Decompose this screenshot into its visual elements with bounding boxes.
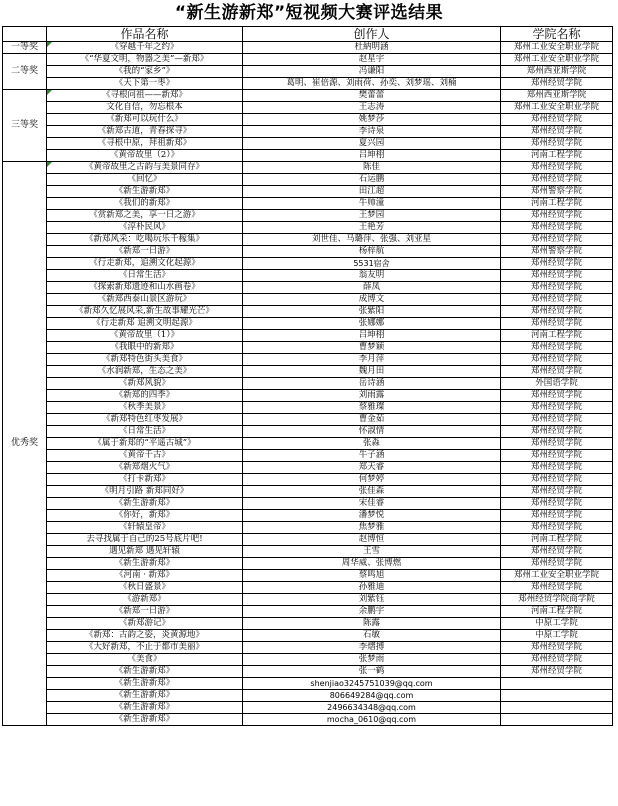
work-title-cell: 《水润新郑，生态之美》 (47, 366, 243, 378)
table-row (3, 558, 613, 570)
work-title-cell: 遇见新郑 遇见轩辕 (47, 546, 243, 558)
work-title-cell: 《河南 · 新郑》 (47, 570, 243, 582)
table-row (3, 534, 613, 546)
work-title-cell: 《新郑烟火气》 (47, 462, 243, 474)
work-title-cell: 《游新郑》 (47, 594, 243, 606)
creator-cell: 岳诗涵 (243, 378, 501, 390)
college-cell: 郑州经贸学院 (501, 450, 613, 462)
college-cell: 郑州经贸学院 (501, 522, 613, 534)
table-row (3, 246, 613, 258)
college-cell: 河南工程学院 (501, 150, 613, 162)
creator-cell: 翁友明 (243, 270, 501, 282)
creator-cell: 赵星宇 (243, 54, 501, 66)
college-cell: 郑州经贸学院 (501, 270, 613, 282)
table-row (3, 306, 613, 318)
college-cell (501, 702, 613, 714)
work-title-cell: 《新郑可以玩什么》 (47, 114, 243, 126)
creator-cell: 冯谦阳 (243, 66, 501, 78)
table-row (3, 198, 613, 210)
work-title-cell: 《属于新郑的“平遥古城”》 (47, 438, 243, 450)
table-row (3, 342, 613, 354)
header-work: 作品名称 (47, 27, 243, 42)
table-row (3, 102, 613, 114)
work-title-cell: 《新郑特色街头美食》 (47, 354, 243, 366)
table-row (3, 294, 613, 306)
college-cell: 郑州经贸学院 (501, 402, 613, 414)
work-title-cell: 《新生游新郑》 (47, 690, 243, 702)
creator-cell: 孙雅迪 (243, 582, 501, 594)
table-row (3, 222, 613, 234)
table-row (3, 414, 613, 426)
work-title-cell: 《明月引路 新郑同好》 (47, 486, 243, 498)
table-row (3, 258, 613, 270)
table-row (3, 690, 613, 702)
creator-cell: 刘紫钰 (243, 594, 501, 606)
work-title-cell: 《寻根中原，拜祖新郑》 (47, 138, 243, 150)
table-row (3, 714, 613, 726)
creator-cell: 蔡鸣旭 (243, 570, 501, 582)
table-row (3, 546, 613, 558)
work-title-cell: 《日常生活》 (47, 270, 243, 282)
college-cell: 郑州西亚斯学院 (501, 66, 613, 78)
work-title-cell: 《黄帝千古》 (47, 450, 243, 462)
work-title-cell: 《新郑一日游》 (47, 246, 243, 258)
table-row (3, 162, 613, 174)
work-title-cell: 《新生游新郑》 (47, 702, 243, 714)
creator-cell: 刘雨露 (243, 390, 501, 402)
creator-cell: 周华威、张博燃 (243, 558, 501, 570)
college-cell: 郑州经贸学院 (501, 474, 613, 486)
work-title-cell: 《秋日盛景》 (47, 582, 243, 594)
table-row (3, 42, 613, 54)
college-cell: 郑州经贸学院 (501, 282, 613, 294)
college-cell: 外国语学院 (501, 378, 613, 390)
college-cell: 郑州经贸学院 (501, 414, 613, 426)
creator-cell: shenjiao3245751039@qq.com (243, 678, 501, 690)
work-title-cell: 《行走新郑 追溯文明起源》 (47, 318, 243, 330)
college-cell: 郑州经贸学院 (501, 138, 613, 150)
creator-cell: 2496634348@qq.com (243, 702, 501, 714)
table-row (3, 354, 613, 366)
table-row (3, 138, 613, 150)
table-row (3, 510, 613, 522)
work-title-cell: 《我眼中的新郑》 (47, 342, 243, 354)
award-level-cell: 三等奖 (3, 90, 47, 162)
work-title-cell: 《寻根问祖——新郑》 (47, 90, 243, 102)
table-row (3, 186, 613, 198)
creator-cell: 余鹏宇 (243, 606, 501, 618)
college-cell: 郑州警察学院 (501, 186, 613, 198)
work-title-cell: 《新生游新郑》 (47, 558, 243, 570)
creator-cell: 牛子涵 (243, 450, 501, 462)
work-title-cell: 《黄帝故里（1）》 (47, 330, 243, 342)
creator-cell: 张梦雨 (243, 654, 501, 666)
table-row (3, 114, 613, 126)
college-cell: 郑州经贸学院 (501, 306, 613, 318)
creator-cell: 张娜娜 (243, 318, 501, 330)
header-award (3, 27, 47, 42)
college-cell (501, 690, 613, 702)
creator-cell: 石运鹏 (243, 174, 501, 186)
table-row (3, 318, 613, 330)
work-title-cell: 《新郑游记》 (47, 618, 243, 630)
creator-cell: mocha_0610@qq.com (243, 714, 501, 726)
college-cell: 郑州经贸学院 (501, 162, 613, 174)
college-cell: 河南工程学院 (501, 198, 613, 210)
creator-cell: 杨梓航 (243, 246, 501, 258)
work-title-cell: 《美食》 (47, 654, 243, 666)
work-title-cell: 《黄帝故里之古韵与美景同存》 (47, 162, 243, 174)
sheet-title: “新生游新郑”短视频大赛评选结果 (174, 3, 444, 23)
college-cell: 郑州工业安全职业学院 (501, 54, 613, 66)
table-row (3, 606, 613, 618)
creator-cell: 5531宿舍 (243, 258, 501, 270)
creator-cell: 吕坤栩 (243, 150, 501, 162)
college-cell: 郑州经贸学院 (501, 546, 613, 558)
college-cell: 郑州工业安全职业学院 (501, 570, 613, 582)
college-cell: 郑州经贸学院 (501, 666, 613, 678)
creator-cell: 张紫阳 (243, 306, 501, 318)
work-title-cell: 《“华夏文明，物器之美”—新郑》 (47, 54, 243, 66)
table-body (3, 42, 613, 726)
work-title-cell: 《日常生活》 (47, 426, 243, 438)
table-row (3, 462, 613, 474)
college-cell: 郑州经贸学院 (501, 294, 613, 306)
college-cell: 河南工程学院 (501, 330, 613, 342)
creator-cell: 蔡雅璨 (243, 402, 501, 414)
creator-cell: 焦梦雅 (243, 522, 501, 534)
college-cell: 郑州经贸学院 (501, 558, 613, 570)
creator-cell: 潘梦悦 (243, 510, 501, 522)
creator-cell: 王艳芳 (243, 222, 501, 234)
work-title-cell: 《天下第一枣》 (47, 78, 243, 90)
creator-cell: 田江超 (243, 186, 501, 198)
college-cell: 中原工学院 (501, 618, 613, 630)
table-row (3, 654, 613, 666)
college-cell: 郑州西亚斯学院 (501, 90, 613, 102)
work-title-cell: 《新郑的四季》 (47, 390, 243, 402)
college-cell: 郑州经贸学院 (501, 462, 613, 474)
creator-cell: 石敏 (243, 630, 501, 642)
table-row (3, 90, 613, 102)
work-title-cell: 《新郑风貌》 (47, 378, 243, 390)
college-cell: 郑州经贸学院 (501, 342, 613, 354)
table-row (3, 150, 613, 162)
creator-cell: 宋佳睿 (243, 498, 501, 510)
creator-cell: 郑天睿 (243, 462, 501, 474)
college-cell: 郑州经贸学院 (501, 582, 613, 594)
work-title-cell: 《秋季美景》 (47, 402, 243, 414)
table-row (3, 126, 613, 138)
header-row (3, 27, 613, 42)
work-title-cell: 《黄帝故里（2）》 (47, 150, 243, 162)
creator-cell: 魏月田 (243, 366, 501, 378)
work-title-cell: 《行走新郑，追溯文化起源》 (47, 258, 243, 270)
college-cell: 郑州经贸学院 (501, 654, 613, 666)
college-cell: 郑州经贸学院 (501, 114, 613, 126)
table-row (3, 618, 613, 630)
creator-cell: 王雪 (243, 546, 501, 558)
work-title-cell: 《新生游新郑》 (47, 666, 243, 678)
creator-cell: 樊蕾蕾 (243, 90, 501, 102)
college-cell: 河南工程学院 (501, 534, 613, 546)
work-title-cell: 《新郑特色红枣发展》 (47, 414, 243, 426)
creator-cell: 怀淑情 (243, 426, 501, 438)
award-level-cell: 二等奖 (3, 54, 47, 90)
work-title-cell: 《新郑古道，青春探寻》 (47, 126, 243, 138)
creator-cell: 张一鹤 (243, 666, 501, 678)
college-cell: 郑州经贸学院 (501, 510, 613, 522)
table-row (3, 570, 613, 582)
work-title-cell: 《新郑久忆展风采,新生故事耀光芒》 (47, 306, 243, 318)
creator-cell: 杜納明涵 (243, 42, 501, 54)
table-row (3, 174, 613, 186)
creator-cell: 张佳森 (243, 486, 501, 498)
work-title-cell: 《穿越千年之约》 (47, 42, 243, 54)
table-row (3, 330, 613, 342)
table-row (3, 486, 613, 498)
creator-cell: 薛凤 (243, 282, 501, 294)
creator-cell: 李诗泉 (243, 126, 501, 138)
college-cell: 郑州警察学院 (501, 246, 613, 258)
table-row (3, 270, 613, 282)
college-cell: 中原工学院 (501, 630, 613, 642)
table-row (3, 450, 613, 462)
work-title-cell: 《我的“家乡”》 (47, 66, 243, 78)
creator-cell: 葛明、崔倍源、刘雨荷、孙奕、刘梦瑶、刘楠 (243, 78, 501, 90)
college-cell: 郑州经贸学院 (501, 78, 613, 90)
table-row (3, 282, 613, 294)
college-cell: 郑州经贸学院 (501, 318, 613, 330)
creator-cell: 王梦园 (243, 210, 501, 222)
college-cell: 郑州经贸学院 (501, 258, 613, 270)
creator-cell: 王志涛 (243, 102, 501, 114)
college-cell: 郑州经贸学院 (501, 126, 613, 138)
creator-cell: 吕坤栩 (243, 330, 501, 342)
creator-cell: 牛帅潼 (243, 198, 501, 210)
table-row (3, 582, 613, 594)
creator-cell: 何梦婷 (243, 474, 501, 486)
college-cell: 郑州经贸学院 (501, 366, 613, 378)
work-title-cell: 《新郑一日游》 (47, 606, 243, 618)
college-cell: 郑州经贸学院 (501, 642, 613, 654)
results-table (2, 26, 613, 726)
award-level-cell: 一等奖 (3, 42, 47, 54)
creator-cell: 陈露 (243, 618, 501, 630)
work-title-cell: 《大好新郑，不止于都市美丽》 (47, 642, 243, 654)
college-cell: 河南工程学院 (501, 606, 613, 618)
table-row (3, 438, 613, 450)
table-row (3, 678, 613, 690)
college-cell: 郑州经贸学院 (501, 486, 613, 498)
college-cell: 郑州经贸学院 (501, 210, 613, 222)
college-cell: 郑州经贸学院 (501, 426, 613, 438)
work-title-cell: 《新生游新郑》 (47, 714, 243, 726)
table-row (3, 66, 613, 78)
table-row (3, 54, 613, 66)
table-row (3, 366, 613, 378)
table-row (3, 702, 613, 714)
college-cell: 郑州工业安全职业学院 (501, 42, 613, 54)
creator-cell: 806649284@qq.com (243, 690, 501, 702)
table-row (3, 78, 613, 90)
college-cell: 郑州经贸学院 (501, 498, 613, 510)
college-cell: 郑州经贸学院 (501, 222, 613, 234)
table-row (3, 210, 613, 222)
creator-cell: 李熠搏 (243, 642, 501, 654)
work-title-cell: 《新生游新郑》 (47, 186, 243, 198)
college-cell (501, 714, 613, 726)
college-cell: 郑州经贸学院 (501, 354, 613, 366)
creator-cell: 曹梦颖 (243, 342, 501, 354)
creator-cell: 赵博恒 (243, 534, 501, 546)
college-cell: 郑州经贸学院 (501, 234, 613, 246)
header-creator: 创作人 (243, 27, 501, 42)
work-title-cell: 《新郑西泰山景区游玩》 (47, 294, 243, 306)
college-cell (501, 678, 613, 690)
work-title-cell: 文化自信，勿忘根本 (47, 102, 243, 114)
work-title-cell: 《打卡新郑》 (47, 474, 243, 486)
table-row (3, 594, 613, 606)
table-row (3, 378, 613, 390)
table-row (3, 666, 613, 678)
header-college: 学院名称 (501, 27, 613, 42)
work-title-cell: 《新郑风采：吃喝玩乐千稼集》 (47, 234, 243, 246)
work-title-cell: 《新郑：古韵之姿，炎黄源地》 (47, 630, 243, 642)
creator-cell: 李月萍 (243, 354, 501, 366)
college-cell: 郑州经贸学院商学院 (501, 594, 613, 606)
creator-cell: 姚梦莎 (243, 114, 501, 126)
college-cell: 郑州工业安全职业学院 (501, 102, 613, 114)
creator-cell: 陈佳 (243, 162, 501, 174)
college-cell: 郑州经贸学院 (501, 390, 613, 402)
award-level-cell: 优秀奖 (3, 162, 47, 726)
table-row (3, 474, 613, 486)
creator-cell: 成博文 (243, 294, 501, 306)
table-row (3, 402, 613, 414)
table-row (3, 630, 613, 642)
work-title-cell: 《新生游新郑》 (47, 678, 243, 690)
creator-cell: 张淼 (243, 438, 501, 450)
work-title-cell: 《探索新郑遗迹和山水画卷》 (47, 282, 243, 294)
work-title-cell: 《淳朴民风》 (47, 222, 243, 234)
work-title-cell: 《我们的新郑》 (47, 198, 243, 210)
work-title-cell: 《赏新郑之美，享一日之游》 (47, 210, 243, 222)
table-row (3, 642, 613, 654)
work-title-cell: 《你好，新郑》 (47, 510, 243, 522)
work-title-cell: 《回忆》 (47, 174, 243, 186)
creator-cell: 夏兴园 (243, 138, 501, 150)
work-title-cell: 《新生游新郑》 (47, 498, 243, 510)
work-title-cell: 《轩辕皇帝》 (47, 522, 243, 534)
table-row (3, 390, 613, 402)
table-row (3, 426, 613, 438)
creator-cell: 曹金茹 (243, 414, 501, 426)
table-row (3, 498, 613, 510)
work-title-cell: 去寻找属于自己的25号底片吧! (47, 534, 243, 546)
table-row (3, 234, 613, 246)
creator-cell: 刘世佳、马璐萍、张强、刘亚星 (243, 234, 501, 246)
table-row (3, 522, 613, 534)
college-cell: 郑州经贸学院 (501, 174, 613, 186)
college-cell: 郑州经贸学院 (501, 438, 613, 450)
